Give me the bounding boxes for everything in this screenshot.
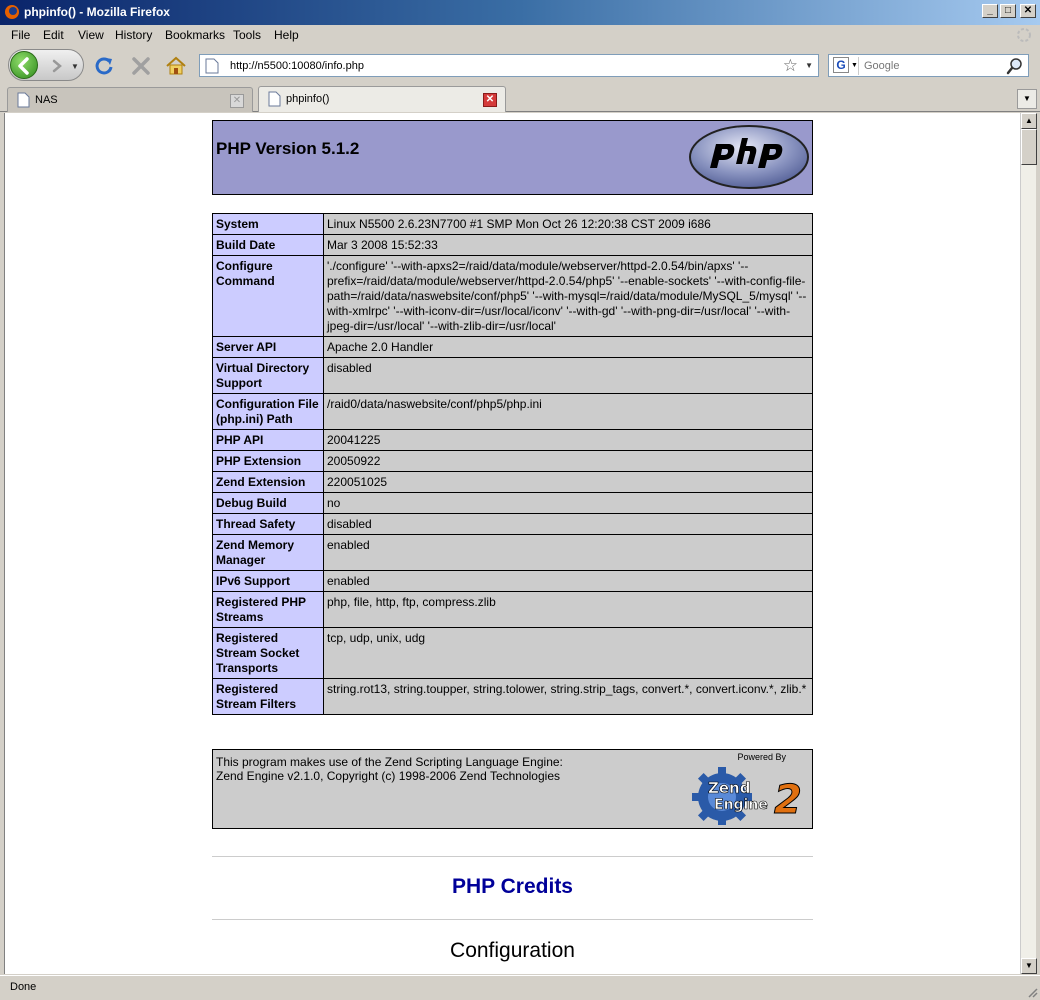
tab-nas[interactable] [7, 87, 253, 112]
tab-label: phpinfo() [286, 93, 330, 105]
info-value: /raid0/data/naswebsite/conf/php5/php.ini [324, 394, 813, 430]
close-tab-icon[interactable]: ✕ [483, 93, 497, 107]
info-row [213, 679, 813, 715]
info-key: Registered Stream Socket Transports [213, 628, 324, 679]
back-forward-group [8, 49, 84, 81]
tab-phpinfo[interactable] [258, 86, 506, 112]
back-button[interactable] [10, 51, 38, 79]
info-key: Virtual Directory Support [213, 358, 324, 394]
throbber-icon [1016, 27, 1032, 43]
title-bar [0, 0, 1040, 25]
powered-by-label: Powered By [737, 752, 786, 762]
menu-bar [0, 25, 1040, 45]
info-key: Zend Memory Manager [213, 535, 324, 571]
info-row [213, 514, 813, 535]
info-value: disabled [324, 358, 813, 394]
search-bar[interactable] [828, 54, 1029, 77]
info-key: Registered PHP Streams [213, 592, 324, 628]
info-value: Linux N5500 2.6.23N7700 #1 SMP Mon Oct 26 12:20:38 CST 2009 i686 [324, 214, 813, 235]
info-value: string.rot13, string.toupper, string.tolower, string.strip_tags, convert.*, convert.iconv.*, zlib.* [324, 679, 813, 715]
history-dropdown-icon[interactable]: ▼ [71, 62, 79, 71]
menu-view[interactable]: View [78, 28, 104, 42]
info-value: enabled [324, 571, 813, 592]
bookmark-star-icon[interactable]: ☆ [782, 56, 798, 75]
info-row [213, 493, 813, 514]
info-row [213, 358, 813, 394]
menu-history[interactable]: History [115, 28, 153, 42]
url-bar[interactable] [199, 54, 819, 77]
info-row [213, 256, 813, 337]
php-header [212, 120, 813, 195]
menu-tools[interactable]: Tools [233, 28, 262, 42]
close-window-button[interactable]: ✕ [1020, 4, 1036, 18]
search-icon[interactable] [1006, 57, 1024, 75]
info-value: no [324, 493, 813, 514]
info-value: Mar 3 2008 15:52:33 [324, 235, 813, 256]
zend-engine-logo [692, 765, 810, 825]
resize-grip-icon[interactable] [1026, 986, 1038, 998]
info-key: PHP API [213, 430, 324, 451]
google-icon: G [833, 57, 849, 73]
svg-text:Engine: Engine [714, 797, 768, 813]
php-info-table [212, 213, 813, 715]
navigation-toolbar [0, 45, 1040, 85]
back-arrow-icon [11, 52, 39, 80]
info-key: IPv6 Support [213, 571, 324, 592]
close-tab-icon[interactable]: ✕ [230, 94, 244, 108]
svg-text:Zend: Zend [708, 779, 751, 797]
info-row [213, 451, 813, 472]
info-row [213, 235, 813, 256]
info-row [213, 430, 813, 451]
minimize-button[interactable]: _ [982, 4, 998, 18]
window-title: phpinfo() - Mozilla Firefox [24, 5, 170, 19]
stop-button[interactable] [130, 55, 152, 77]
tab-label: NAS [35, 94, 58, 106]
info-key: Debug Build [213, 493, 324, 514]
scrollbar-thumb[interactable] [1021, 129, 1037, 165]
page-icon [268, 91, 281, 107]
svg-text:2: 2 [774, 777, 802, 823]
menu-bookmarks[interactable]: Bookmarks [165, 28, 226, 42]
page-title: PHP Version 5.1.2 [216, 139, 360, 158]
info-row [213, 628, 813, 679]
scroll-down-arrow-icon[interactable]: ▼ [1021, 958, 1037, 974]
url-dropdown-icon[interactable]: ▼ [805, 61, 813, 70]
reload-button[interactable] [93, 55, 115, 77]
info-row [213, 214, 813, 235]
info-row [213, 394, 813, 430]
maximize-button[interactable]: □ [1000, 4, 1016, 18]
separator [212, 919, 813, 920]
menu-edit[interactable]: Edit [43, 28, 64, 42]
info-key: System [213, 214, 324, 235]
info-key: Thread Safety [213, 514, 324, 535]
page-icon [17, 92, 30, 108]
page-content [4, 113, 1020, 974]
info-value: tcp, udp, unix, udg [324, 628, 813, 679]
info-key: PHP Extension [213, 451, 324, 472]
info-value: enabled [324, 535, 813, 571]
info-row [213, 571, 813, 592]
zend-text-line-2: Zend Engine v2.1.0, Copyright (c) 1998-2006 Zend Technologies [216, 769, 560, 783]
info-value: 20050922 [324, 451, 813, 472]
scroll-up-arrow-icon[interactable]: ▲ [1021, 113, 1037, 129]
info-value: php, file, http, ftp, compress.zlib [324, 592, 813, 628]
php-credits-link[interactable]: PHP Credits [452, 875, 573, 898]
firefox-icon [4, 4, 20, 20]
menu-file[interactable]: File [11, 28, 31, 42]
info-value: disabled [324, 514, 813, 535]
page-icon [205, 58, 219, 74]
php-logo [688, 124, 810, 190]
info-row [213, 535, 813, 571]
info-row [213, 337, 813, 358]
info-key: Build Date [213, 235, 324, 256]
info-row [213, 592, 813, 628]
separator [212, 856, 813, 857]
info-value: 20041225 [324, 430, 813, 451]
info-key: Configuration File (php.ini) Path [213, 394, 324, 430]
list-all-tabs-button[interactable]: ▼ [1017, 89, 1037, 109]
zend-text-line-1: This program makes use of the Zend Scripting Language Engine: [216, 755, 563, 769]
info-key: Server API [213, 337, 324, 358]
tab-strip [0, 85, 1040, 112]
chevron-down-icon: ▼ [851, 62, 858, 69]
forward-button[interactable] [49, 58, 65, 74]
url-input[interactable] [230, 57, 770, 74]
info-key: Zend Extension [213, 472, 324, 493]
info-value: 220051025 [324, 472, 813, 493]
home-button[interactable] [165, 55, 187, 77]
configuration-heading: Configuration [450, 939, 575, 962]
vertical-scrollbar[interactable] [1020, 113, 1036, 974]
status-bar [0, 975, 1040, 1000]
info-value: './configure' '--with-apxs2=/raid/data/module/webserver/httpd-2.0.54/bin/apxs' '--prefix=/raid/data/module/webserver/httpd-2.0.54/php5' '--enable-sockets' '--with-config-file-path=/raid/data/naswebsite/conf/php5' '--with-mysql=/raid/data/module/MySQL_5/mysql' '--with-xmlrpc' '--with-iconv-dir=/usr/local/iconv' '--with-gd' '--with-png-dir=/usr/local' '--with-jpeg-dir=/usr/local' '--with-zlib-dir=/usr/local' [324, 256, 813, 337]
info-key: Configure Command [213, 256, 324, 337]
status-text: Done [10, 981, 37, 993]
info-row [213, 472, 813, 493]
menu-help[interactable]: Help [274, 28, 299, 42]
info-key: Registered Stream Filters [213, 679, 324, 715]
search-engine-selector[interactable] [831, 57, 859, 75]
search-input[interactable] [864, 57, 1004, 74]
info-value: Apache 2.0 Handler [324, 337, 813, 358]
zend-engine-box [212, 749, 813, 829]
